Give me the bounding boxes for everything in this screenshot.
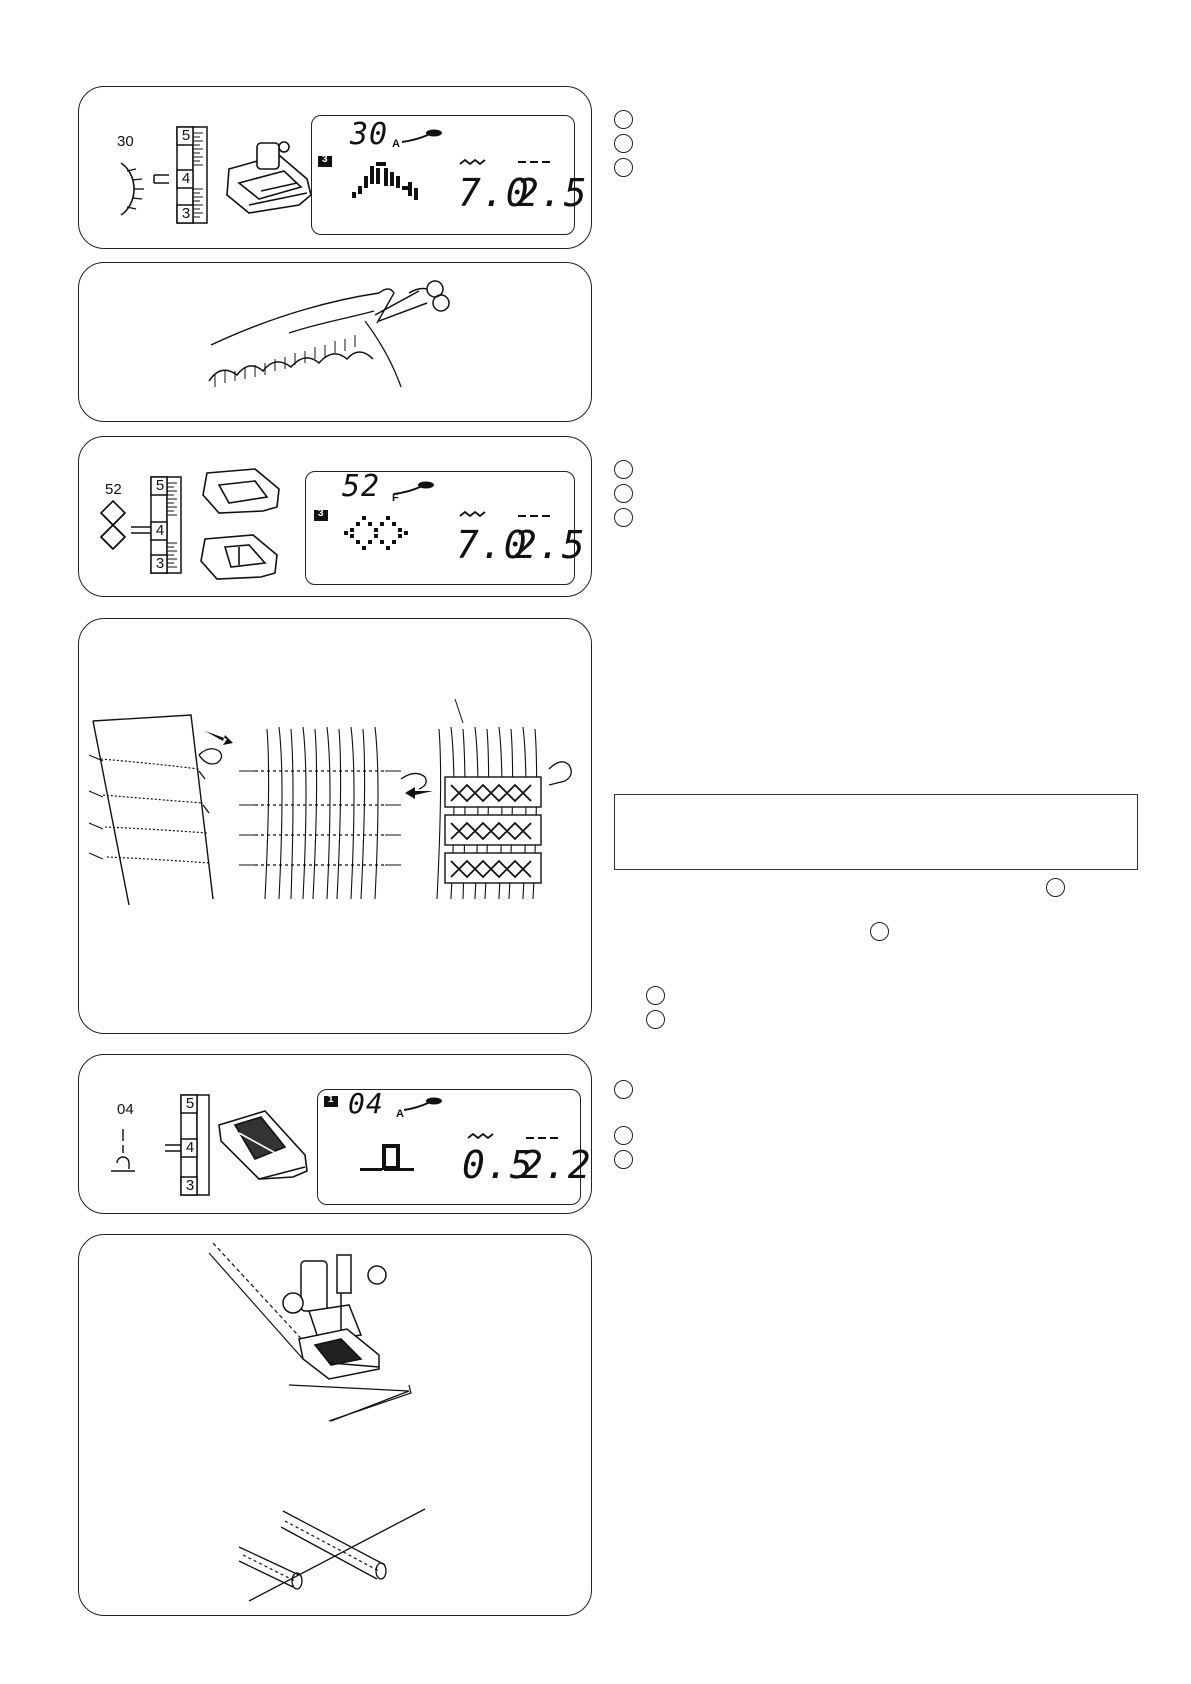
lcd-memory-indicator: 3 — [322, 154, 328, 165]
smocking-illustration-panel — [78, 618, 592, 1034]
trimming-illustration-panel — [78, 262, 592, 422]
dial-mark-label: 3 — [185, 1177, 195, 1194]
dial-mark-label: 5 — [185, 1095, 195, 1112]
reference-marker — [614, 1126, 633, 1145]
reference-marker — [646, 986, 665, 1005]
dial-mark-label: 3 — [155, 555, 165, 572]
lcd-foot-letter: F — [392, 492, 399, 504]
diamond-stitch-icon — [101, 501, 125, 549]
lcd-stitch-length: 2.5 — [516, 171, 588, 215]
pattern-number-label: 52 — [105, 481, 122, 498]
presser-foot-icon — [201, 469, 279, 579]
lcd-display — [305, 469, 586, 585]
dial-mark-label: 3 — [181, 205, 191, 222]
reference-marker — [614, 110, 633, 129]
reference-marker — [614, 134, 633, 153]
lcd-stitch-width: 7.0 — [456, 523, 528, 567]
lcd-display — [317, 1087, 592, 1205]
pintuck-setting-panel — [78, 1054, 592, 1214]
lcd-stitch-length: 2.5 — [514, 523, 586, 567]
lcd-foot-letter: A — [396, 1108, 404, 1120]
lcd-pattern-number: 04 — [348, 1087, 384, 1120]
lcd-stitch-width: 0.5 — [462, 1143, 534, 1187]
note-box — [614, 794, 1138, 870]
presser-foot-icon — [219, 1111, 307, 1179]
lcd-stitch-length: 2.2 — [520, 1143, 592, 1187]
lcd-foot-letter: A — [392, 138, 400, 150]
lcd-stitch-width: 7.0 — [458, 171, 530, 215]
reference-marker — [614, 158, 633, 177]
blind-stitch-icon — [111, 1129, 135, 1171]
lcd-display — [311, 115, 588, 235]
reference-marker — [646, 1010, 665, 1029]
needle-up-icon — [360, 1144, 414, 1171]
reference-marker — [614, 1150, 633, 1169]
lcd-pattern-number: 52 — [342, 469, 381, 504]
dial-mark-label: 4 — [185, 1139, 195, 1156]
smocking-setting-panel — [78, 436, 592, 597]
presser-foot-icon — [227, 142, 311, 213]
lcd-pattern-number: 30 — [350, 117, 389, 152]
reference-marker — [870, 922, 889, 941]
scallop-setting-panel — [78, 86, 592, 249]
dial-mark-label: 4 — [155, 522, 165, 539]
reference-marker — [614, 508, 633, 527]
reference-marker — [1046, 878, 1065, 897]
pintuck-illustration-panel — [78, 1234, 592, 1616]
reference-marker — [614, 460, 633, 479]
dial-mark-label: 4 — [181, 170, 191, 187]
scissors-icon — [375, 281, 449, 321]
lcd-memory-indicator: 1 — [328, 1094, 334, 1105]
pattern-number-label: 04 — [117, 1101, 134, 1118]
reference-marker — [614, 1080, 633, 1099]
pattern-number-label: 30 — [117, 133, 134, 150]
lcd-memory-indicator: 3 — [318, 508, 324, 519]
reference-marker — [614, 484, 633, 503]
dial-mark-label: 5 — [155, 477, 165, 494]
dial-mark-label: 5 — [181, 127, 191, 144]
